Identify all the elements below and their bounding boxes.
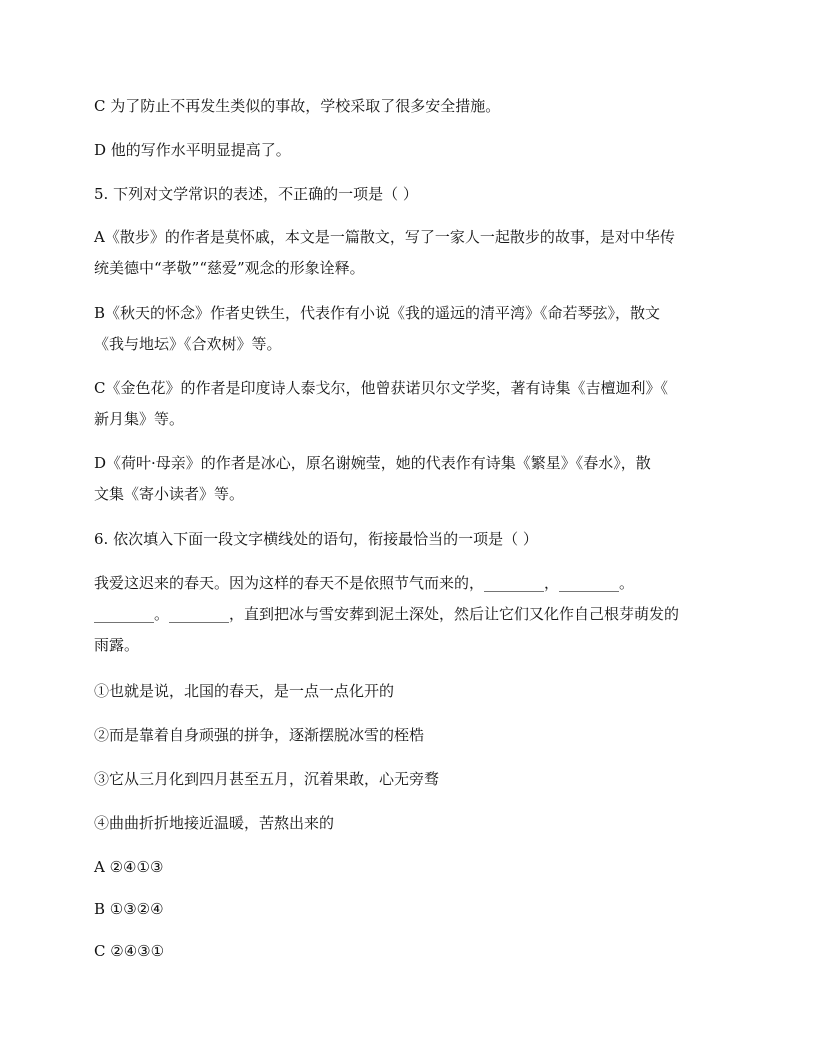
text-line: ________。________，直到把冰与雪安葬到泥土深处，然后让它们又化作自己根芽萌发的	[94, 605, 680, 623]
text-line: D 他的写作水平明显提高了。	[94, 141, 291, 159]
q6-option-c	[94, 936, 724, 967]
q5-option-c	[94, 373, 724, 435]
text-line: ②而是靠着自身顽强的拼争，逐渐摆脱冰雪的桎梏	[94, 726, 425, 744]
text-line: A ②④①③	[94, 858, 164, 876]
q6-option-a	[94, 852, 724, 883]
q6-item-1	[94, 676, 724, 707]
q5-option-a	[94, 222, 724, 284]
text-line: C《金色花》的作者是印度诗人泰戈尔，他曾获诺贝尔文学奖，著有诗集《吉檀迦利》《	[94, 379, 668, 397]
q5-option-d	[94, 448, 724, 510]
text-line: 《我与地坛》《合欢树》等。	[94, 335, 282, 353]
text-line: ③它从三月化到四月甚至五月，沉着果敢，心无旁骛	[94, 770, 440, 788]
q5-stem	[94, 179, 724, 210]
text-line: 6. 依次填入下面一段文字横线处的语句，衔接最恰当的一项是（ ）	[94, 530, 538, 548]
q6-item-4	[94, 808, 724, 839]
q6-stem	[94, 524, 724, 555]
text-line: ①也就是说，北国的春天，是一点一点化开的	[94, 682, 395, 700]
text-line: ④曲曲折折地接近温暖，苦熬出来的	[94, 814, 335, 832]
q6-passage	[94, 568, 724, 661]
text-line: A《散步》的作者是莫怀戚，本文是一篇散文，写了一家人一起散步的故事，是对中华传	[94, 228, 675, 246]
text-line: 新月集》等。	[94, 410, 185, 428]
q5-option-b	[94, 298, 724, 360]
q6-option-b	[94, 894, 724, 925]
text-line: D《荷叶·母亲》的作者是冰心，原名谢婉莹，她的代表作有诗集《繁星》《春水》，散	[94, 454, 651, 472]
q6-item-3	[94, 764, 724, 795]
text-line: B《秋天的怀念》作者史铁生，代表作有小说《我的遥远的清平湾》《命若琴弦》，散文	[94, 304, 661, 322]
text-line: 文集《寄小读者》等。	[94, 485, 245, 503]
text-line: C 为了防止不再发生类似的事故，学校采取了很多安全措施。	[94, 97, 501, 115]
q4-option-c	[94, 91, 724, 122]
q6-item-2	[94, 720, 724, 751]
q4-option-d	[94, 135, 724, 166]
text-line: 雨露。	[94, 636, 140, 654]
text-line: 统美德中“孝敬”“慈爱”观念的形象诠释。	[94, 259, 365, 277]
text-line: 我爱这迟来的春天。因为这样的春天不是依照节气而来的，________，________。	[94, 574, 635, 592]
text-line: 5. 下列对文学常识的表述，不正确的一项是（ ）	[94, 185, 418, 203]
text-line: B ①③②④	[94, 900, 164, 918]
text-line: C ②④③①	[94, 942, 165, 960]
